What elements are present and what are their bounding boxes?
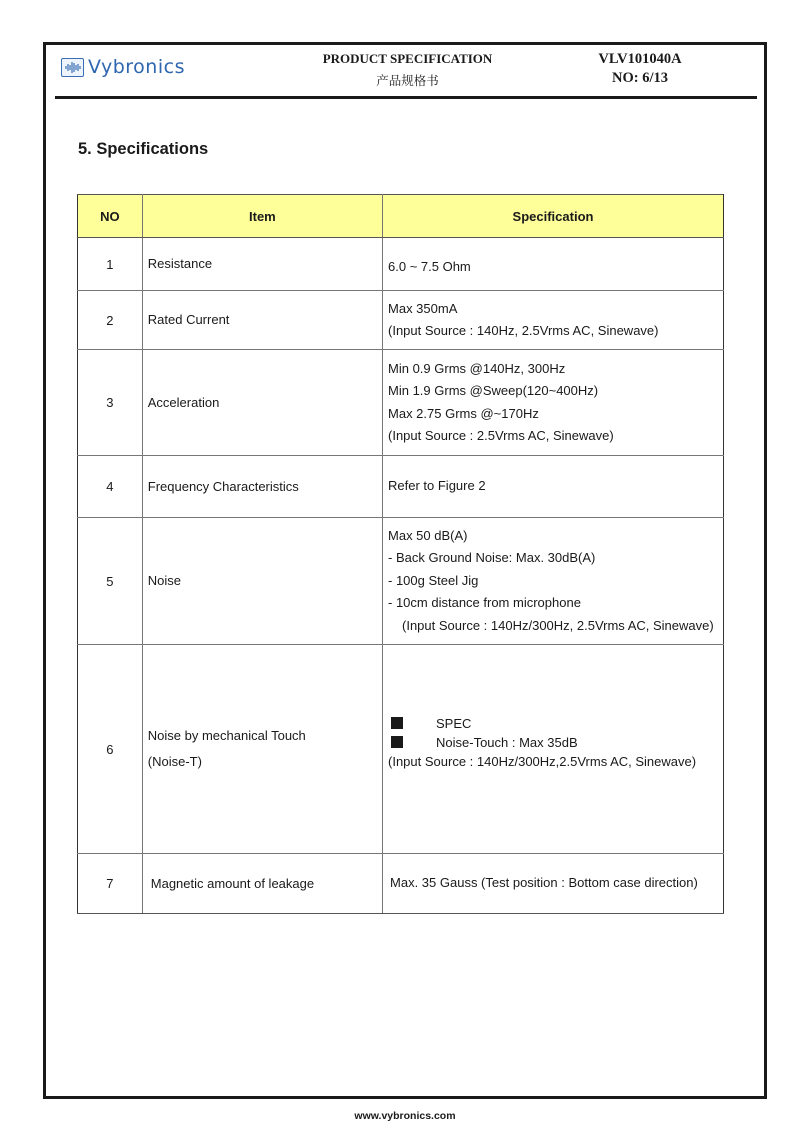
spec-line: Max 350mA: [388, 300, 458, 316]
row-number: 3: [78, 350, 143, 456]
spec-line: Min 1.9 Grms @Sweep(120~400Hz): [388, 383, 599, 398]
spec-line: Min 0.9 Grms @140Hz, 300Hz: [388, 360, 566, 376]
row-number: 7: [78, 854, 143, 914]
row-specification: [383, 238, 724, 291]
row-item: [142, 350, 382, 456]
page-number: NO: 6/13: [612, 70, 668, 86]
table-row: [78, 456, 724, 518]
section-title: 5. Specifications: [78, 140, 209, 158]
brand-name: Vybronics: [88, 56, 185, 78]
item-text: Acceleration: [147, 394, 220, 410]
column-header-no: NO: [78, 195, 143, 238]
row-number: 4: [78, 456, 143, 518]
document-title: [305, 48, 510, 89]
row-item: [142, 456, 382, 518]
spec-line: Max 2.75 Grms @~170Hz: [388, 405, 539, 421]
row-item: [142, 518, 382, 645]
spec-line: Max 50 dB(A): [388, 527, 468, 543]
brand-logo: [61, 56, 185, 78]
row-item: [142, 854, 382, 914]
row-specification: [383, 456, 724, 518]
item-text: (Noise-T): [147, 754, 202, 769]
row-number: 6: [78, 645, 143, 854]
item-text: Noise by mechanical Touch: [147, 728, 306, 743]
spec-line: - 100g Steel Jig: [388, 572, 479, 588]
table-row: [78, 518, 724, 645]
document-id: [570, 48, 710, 87]
row-specification: [383, 854, 724, 914]
spec-line: (Input Source : 140Hz/300Hz,2.5Vrms AC, Sinewave): [388, 753, 697, 769]
row-number: 1: [78, 238, 143, 291]
spec-line: Max. 35 Gauss (Test position : Bottom case direction): [390, 875, 698, 891]
row-item: [142, 291, 382, 350]
item-text: Resistance: [147, 256, 213, 271]
specifications-table: [77, 194, 724, 914]
page-header: [55, 48, 757, 99]
column-header-item: Item: [142, 195, 382, 238]
item-text: Rated Current: [147, 312, 230, 327]
row-specification: [383, 518, 724, 645]
spec-line: (Input Source : 140Hz/300Hz, 2.5Vrms AC, Sinewave): [402, 617, 714, 633]
spec-bullet: [388, 714, 723, 733]
model-number: VLV101040A: [598, 51, 682, 67]
square-bullet-icon: [391, 736, 403, 748]
waveform-logo-icon: [61, 58, 84, 77]
row-item: [142, 238, 382, 291]
footer-website: www.vybronics.com: [354, 1110, 456, 1122]
spec-bullet: [388, 733, 723, 752]
bullet-text: SPEC: [436, 715, 472, 731]
spec-line: (Input Source : 140Hz, 2.5Vrms AC, Sinewave): [388, 323, 659, 338]
row-number: 2: [78, 291, 143, 350]
item-text: Frequency Characteristics: [147, 478, 299, 494]
table-row: [78, 854, 724, 914]
title-chinese: 产品规格书: [376, 73, 439, 88]
spec-line: - 10cm distance from microphone: [388, 595, 581, 611]
square-bullet-icon: [391, 717, 403, 729]
spec-line: (Input Source : 2.5Vrms AC, Sinewave): [388, 428, 614, 443]
table-header-row: [78, 195, 724, 238]
row-number: 5: [78, 518, 143, 645]
table-row: [78, 238, 724, 291]
table-row: [78, 645, 724, 854]
column-header-specification: Specification: [383, 195, 724, 238]
bullet-text: Noise-Touch : Max 35dB: [436, 734, 578, 750]
spec-line: 6.0 ~ 7.5 Ohm: [388, 258, 471, 274]
spec-line: - Back Ground Noise: Max. 30dB(A): [388, 550, 596, 566]
row-specification: [383, 350, 724, 456]
table-row: [78, 350, 724, 456]
table-row: [78, 291, 724, 350]
spec-line: Refer to Figure 2: [388, 478, 486, 494]
title-english: PRODUCT SPECIFICATION: [322, 51, 493, 66]
row-specification: [383, 291, 724, 350]
row-specification: [383, 645, 724, 854]
item-text: Magnetic amount of leakage: [150, 875, 315, 891]
row-item: [142, 645, 382, 854]
item-text: Noise: [147, 573, 182, 588]
